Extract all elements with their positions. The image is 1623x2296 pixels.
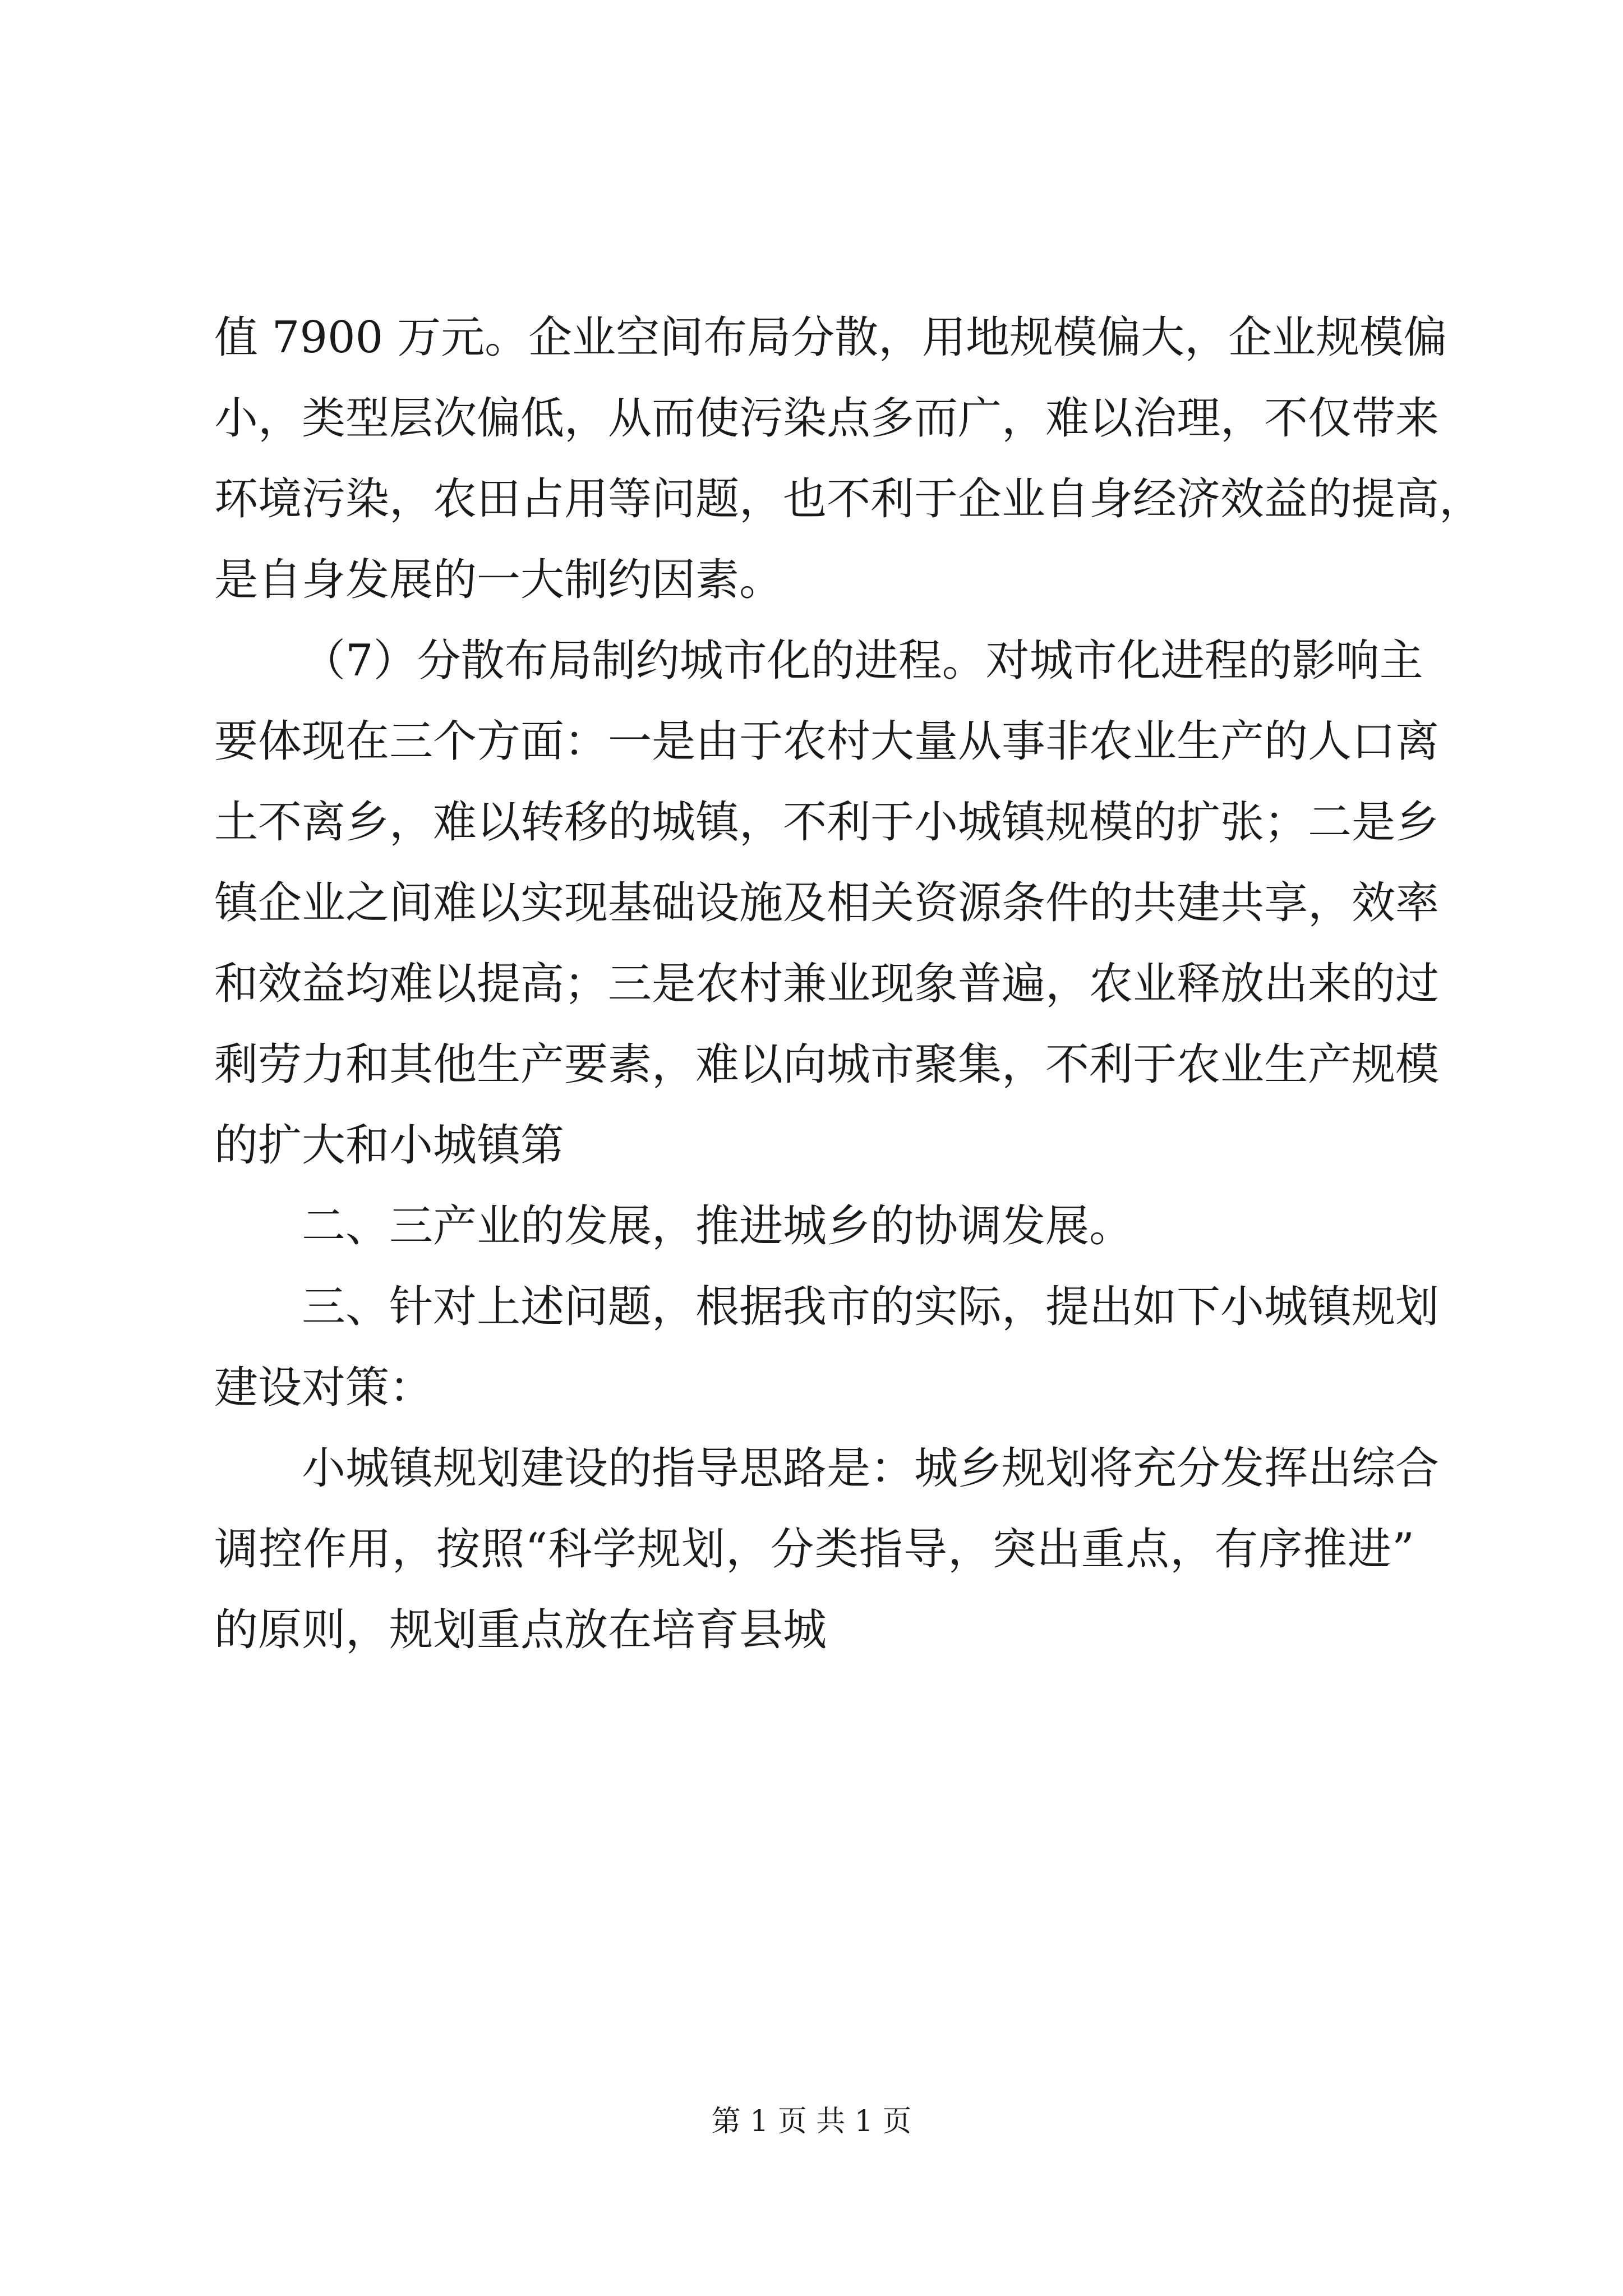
- paragraph-line: 小城镇规划建设的指导思路是：城乡规划将充分发挥出综合: [302, 1443, 1440, 1494]
- paragraph-line: 的原则，规划重点放在培育县城: [214, 1605, 827, 1655]
- paragraph-line: 是自身发展的一大制约因素。: [214, 555, 783, 605]
- paragraph-line: 环境污染，农田占用等问题，也不利于企业自身经济效益的提高，: [214, 474, 1483, 524]
- page-number-footer: 第 1 页 共 1 页: [711, 2105, 912, 2138]
- paragraph-line: 要体现在三个方面：一是由于农村大量从事非农业生产的人口离: [214, 716, 1440, 767]
- paragraph-line: 调控作用，按照“科学规划，分类指导，突出重点，有序推进”: [214, 1524, 1414, 1575]
- paragraph-line: 值 7900 万元。企业空间布局分散，用地规模偏大，企业规模偏: [214, 312, 1447, 363]
- paragraph-line: 二、三产业的发展，推进城乡的协调发展。: [302, 1201, 1133, 1251]
- paragraph-line: 土不离乡，难以转移的城镇，不利于小城镇规模的扩张；二是乡: [214, 797, 1440, 848]
- paragraph-line: 建设对策：: [214, 1363, 434, 1413]
- paragraph-line: 三、针对上述问题，根据我市的实际，提出如下小城镇规划: [302, 1282, 1440, 1332]
- paragraph-line: 小，类型层次偏低，从而使污染点多而广，难以治理，不仅带来: [214, 393, 1440, 444]
- paragraph-line: 镇企业之间难以实现基础设施及相关资源条件的共建共享，效率: [214, 878, 1440, 928]
- paragraph-line: 和效益均难以提高；三是农村兼业现象普遍，农业释放出来的过: [214, 959, 1440, 1009]
- paragraph-line: （7）分散布局制约城市化的进程。对城市化进程的影响主: [302, 636, 1423, 686]
- paragraph-line: 的扩大和小城镇第: [214, 1120, 565, 1171]
- paragraph-line: 剩劳力和其他生产要素，难以向城市聚集，不利于农业生产规模: [214, 1039, 1440, 1090]
